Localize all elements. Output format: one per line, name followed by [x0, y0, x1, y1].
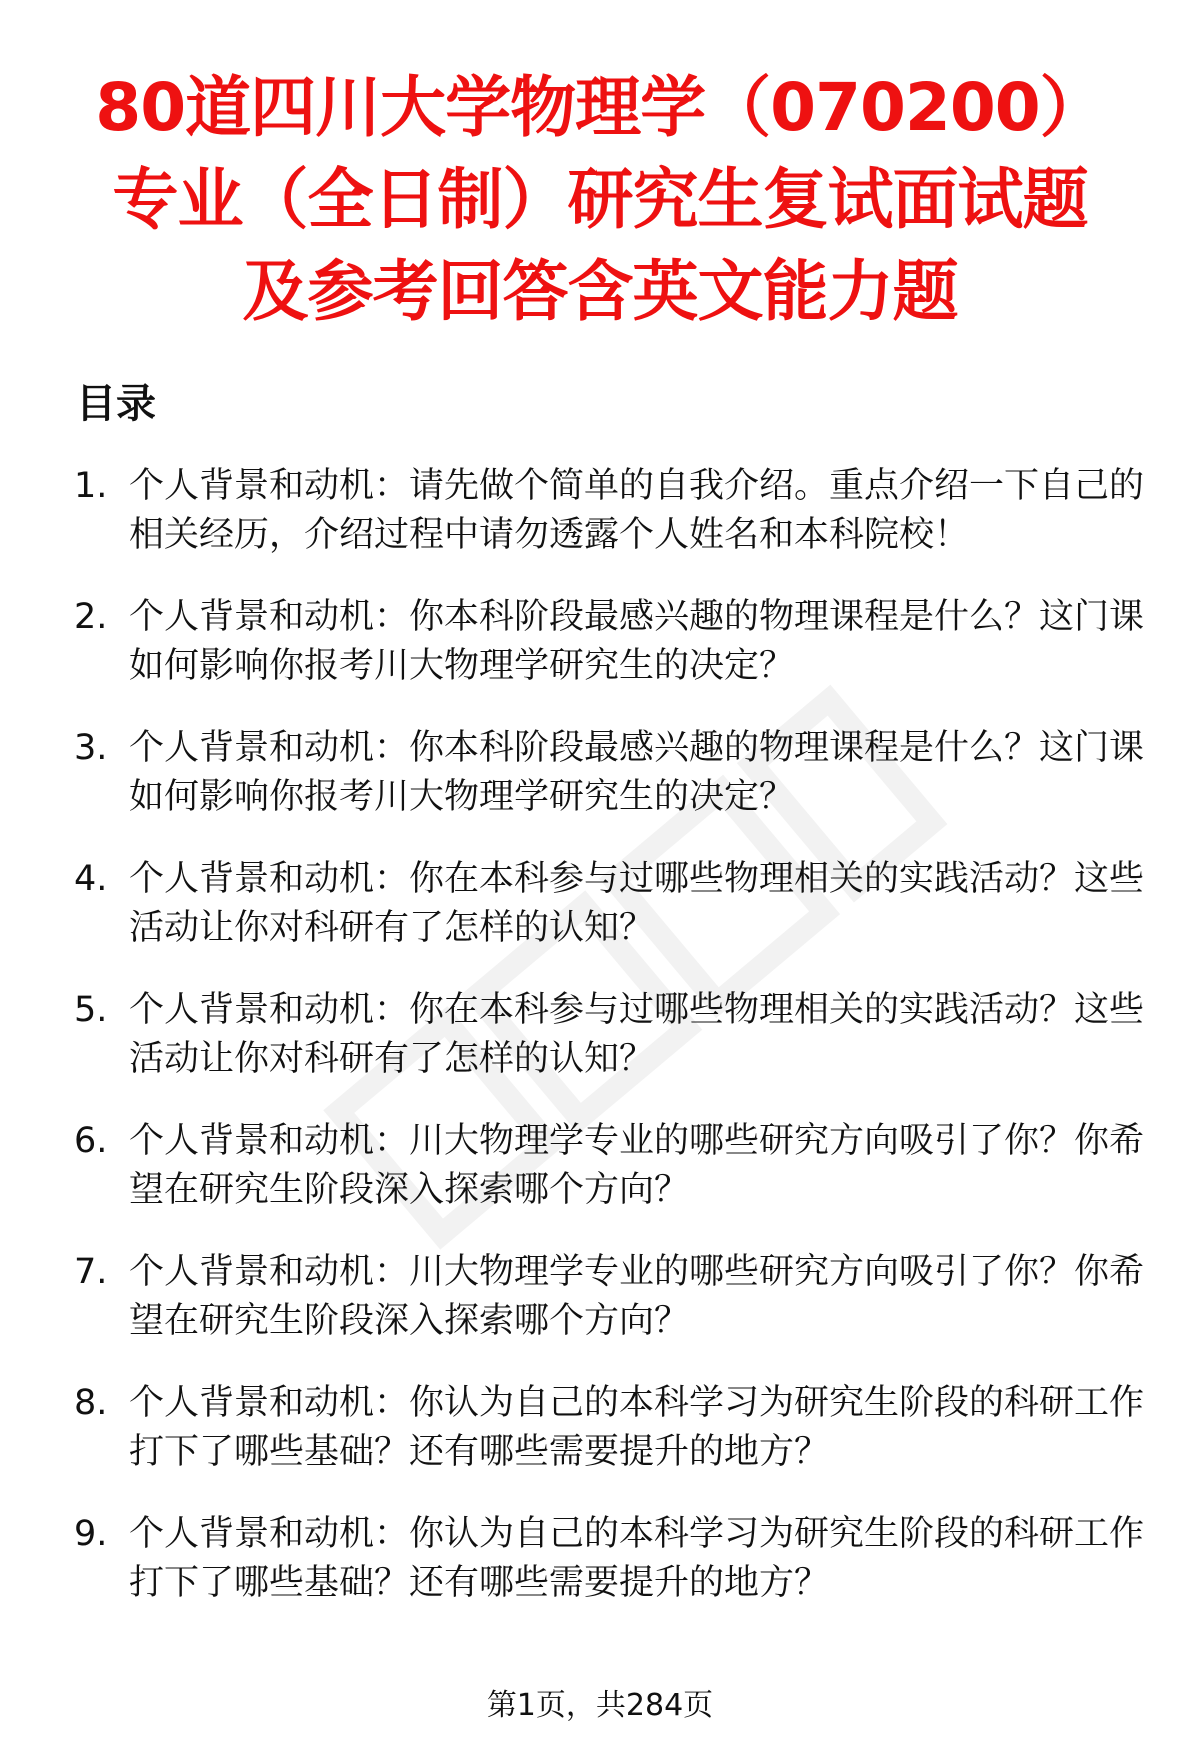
- item-text: 个人背景和动机：你本科阶段最感兴趣的物理课程是什么？这门课如何影响你报考川大物理学研究生的决定？: [129, 597, 1145, 686]
- item-number: 3.: [74, 728, 108, 768]
- item-text: 个人背景和动机：你认为自己的本科学习为研究生阶段的科研工作打下了哪些基础？还有哪些需要提升的地方？: [129, 1383, 1145, 1472]
- item-text: 个人背景和动机：请先做个简单的自我介绍。重点介绍一下自己的相关经历，介绍过程中请勿透露个人姓名和本科院校！: [129, 466, 1145, 555]
- title-line: 80道四川大学物理学（070200）: [95, 69, 1105, 146]
- item-text: 个人背景和动机：川大物理学专业的哪些研究方向吸引了你？你希望在研究生阶段深入探索哪个方向？: [129, 1121, 1145, 1210]
- toc-heading: 目录: [76, 381, 156, 427]
- item-number: 8.: [74, 1383, 108, 1423]
- item-text: 个人背景和动机：你认为自己的本科学习为研究生阶段的科研工作打下了哪些基础？还有哪些需要提升的地方？: [129, 1514, 1145, 1603]
- list-item: [0, 1510, 1200, 1641]
- item-number: 5.: [74, 990, 108, 1030]
- title-line: 及参考回答含英文能力题: [242, 253, 958, 330]
- item-number: 6.: [74, 1121, 108, 1161]
- item-text: 个人背景和动机：你在本科参与过哪些物理相关的实践活动？这些活动让你对科研有了怎样的认知？: [129, 990, 1145, 1079]
- item-text: 个人背景和动机：你本科阶段最感兴趣的物理课程是什么？这门课如何影响你报考川大物理学研究生的决定？: [129, 728, 1145, 817]
- item-number: 2.: [74, 597, 108, 637]
- list-item: [0, 593, 1200, 724]
- item-number: 4.: [74, 859, 108, 899]
- item-text: 个人背景和动机：川大物理学专业的哪些研究方向吸引了你？你希望在研究生阶段深入探索哪个方向？: [129, 1252, 1145, 1341]
- item-number: 1.: [74, 466, 108, 506]
- item-number: 7.: [74, 1252, 108, 1292]
- item-number: 9.: [74, 1514, 108, 1554]
- list-item: [0, 724, 1200, 855]
- title-line: 专业（全日制）研究生复试面试题: [112, 161, 1088, 238]
- page-number: 第1页，共284页: [486, 1688, 714, 1723]
- list-item: [0, 1379, 1200, 1510]
- list-item: [0, 462, 1200, 593]
- document-title: [0, 62, 1200, 338]
- item-text: 个人背景和动机：你在本科参与过哪些物理相关的实践活动？这些活动让你对科研有了怎样的认知？: [129, 859, 1145, 948]
- list-item: [0, 986, 1200, 1117]
- list-item: [0, 1248, 1200, 1379]
- question-list: [0, 462, 1200, 1641]
- list-item: [0, 855, 1200, 986]
- list-item: [0, 1117, 1200, 1248]
